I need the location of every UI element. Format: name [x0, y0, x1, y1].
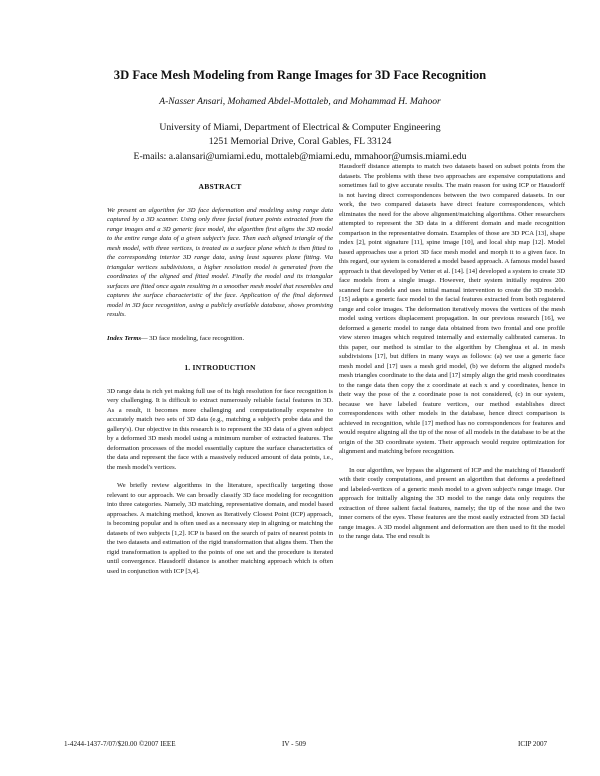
intro-paragraph-3: Hausdorff distance attempts to match two datasets based on subset points from the datasets. The problems with these two approaches are expensive computations and sometimes fail to give accurate results. The main reason for using ICP or Hausdorff is not having direct correspondences between the two compared datasets. In our work, the two compared datasets have direct feature correspondences, which eliminates the need for the above alignment/matching algorithms. Other researchers attempted to represent the 3D data in a different domain and made recognition comparison in the representative domain. Examples of those are 3D PCA [13], shape index [2], point signature [11], spine image [10], and local ship map [12]. Model based approaches use a priori 3D face mesh model and morph it to a given face. In this regard, our system is considered a model based approach. A famous model based approach is that developed by Vetter et al. [14]. [14] developed a system to create 3D face models from a single image. However, their system initially requires 200 scanned face models and uses initial manual intervention to create the 3D models. [15] adapts a generic face model to the facial features extracted from both registered range and color images. The deformation iteratively moves the vertices of the mesh model using vertices displacement propagation. In our previous research [16], we deformed a generic model to range data obtained from two frontal and one profile view stereo images which required internally and externally calibrated cameras. In this paper, our method is similar to the algorithm by Chenghua et al. in mesh subdivisions [17], but differs in many ways as follows: (a) we use a generic face mesh model and [17] uses a mesh grid model, (b) we deform the aligned model's mesh triangles coordinate to the data and [17] simply align the grid mesh coordinates to the range data then copy the z coordinate at each x and y coordinates, hence in their way the pose of the z coordinate pose is not considered, (c) in our system, because we have labeled feature vertices, our method establishes direct correspondences with other models in the database, hence direct comparison is achieved in recognition, while [17] method has no correspondences for features and would require aligning all the tip of the nose of all models in the database to be at the origin of the 3D coordinate system. Their approach would require optimization for alignment and matching before recognition.	[339, 163, 565, 455]
affiliation-address: 1251 Memorial Drive, Coral Gables, FL 33124	[208, 136, 392, 148]
intro-paragraph-2: We briefly review algorithms in the literature, specifically targeting those relevant to our approach. We can broadly classify 3D face modeling for recognition into three categories. Namely, 3D matching, representative domain, and model based approaches. A matching method, known as Iteratively Closest Point (ICP) approach, is becoming popular and is often used as a necessary step in aligning or matching the datasets of two subjects [1,2]. ICP is based on the search of pairs of nearest points in the two datasets and estimation of the rigid transformation that aligns them. Then the rigid transformation is applied to the points of one set and the procedure is iterated until convergence. Hausdorff distance is another matching approach which is often used in conjunction with ICP [3,4].	[107, 482, 333, 575]
paper-title: 3D Face Mesh Modeling from Range Images for 3D Face Recognition	[113, 68, 487, 82]
index-terms	[107, 334, 333, 344]
abstract-heading: ABSTRACT	[198, 182, 242, 191]
author-list: A-Nasser Ansari, Mohamed Abdel-Mottaleb, and Mohammad H. Mahoor	[159, 96, 441, 107]
affiliation-emails: E-mails: a.alansari@umiami.edu, mottaleb@miami.edu, mmahoor@umsis.miami.edu	[133, 150, 467, 162]
abstract-text: We present an algorithm for 3D face deformation and modeling using range data captured by a 3D scanner. Using only three facial feature points extracted from the range images and a 3D generic face model, the algorithm first aligns the 3D model to the entire range data of a given subject's face. Then each aligned triangle of the mesh model, with three vertices, is treated as a surface plane which is then fitted to the corresponding interior 3D range data, using least squares plane fitting. Via triangular vertices subdivisions, a higher resolution model is generated from the coordinates of the aligned and fitted model. Finally the model and its triangular surfaces are fitted once again resulting in a smoother mesh model that resembles and captures the surface characteristic of the face. Application of the final deformed model in 3D face recognition, using a publicly available database, shows promising results.	[107, 206, 333, 318]
introduction-heading: 1. INTRODUCTION	[184, 363, 256, 372]
affiliation-university: University of Miami, Department of Electrical & Computer Engineering	[159, 122, 441, 133]
index-terms-label: Index Terms	[107, 334, 142, 342]
intro-paragraph-1: 3D range data is rich yet making full use of its high resolution for face recognition is very challenging. It is difficult to extract numerously reliable facial features in 3D. As a result, it becomes more challenging and computationally expensive to accurately match two sets of 3D data (e.g., matching a subject's probe data and the gallery's). Our objective in this research is to represent the 3D data of a given subject by a deformed 3D mesh model using a minimum number of extracted features. The deformation processes of the model essentially capture the surface characteristics of the data and represent the face with a massively reduced amount of data points, i.e., the mesh model's vertices.	[107, 387, 333, 471]
right-column	[339, 162, 565, 542]
footer-conference: ICIP 2007	[518, 740, 548, 748]
intro-paragraph-4: In our algorithm, we bypass the alignment of ICP and the matching of Hausdorff with their costly computations, and present an algorithm that deforms a predefined and labeled-vertices of a generic mesh model to a given subject's range image. Our approach for initially aligning the 3D model to the range data only requires the extraction of three salient facial features, namely; the tip of the nose and the two inner corners of the eyes. These features are the most easily extracted from 3D facial range images. A 3D model alignment and deformation are then used to fit the model to the range data. The end result is	[339, 466, 565, 540]
affiliation-block	[0, 121, 600, 164]
left-column	[107, 182, 333, 576]
footer-copyright: 1-4244-1437-7/07/$20.00 ©2007 IEEE	[64, 740, 176, 748]
index-terms-text: — 3D face modeling, face recognition.	[141, 334, 245, 342]
footer-page-number: IV - 509	[282, 740, 306, 748]
